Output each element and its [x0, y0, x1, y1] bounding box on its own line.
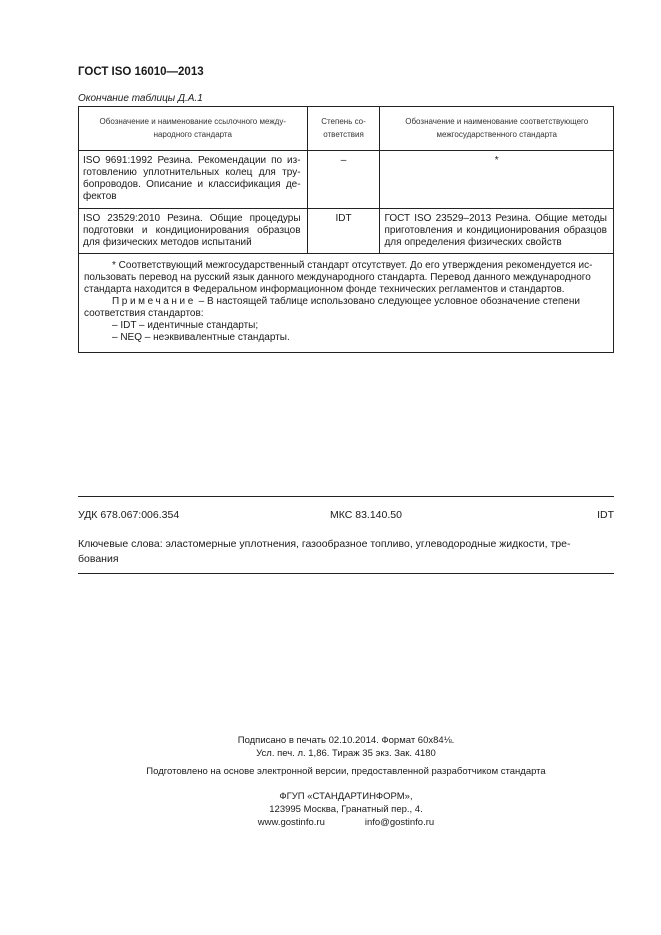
document-id: ГОСТ ISO 16010—2013: [78, 66, 204, 78]
note-line: [84, 296, 607, 308]
interstate-standard-cell: *: [380, 151, 614, 209]
keywords-line: бования: [78, 553, 119, 565]
header-ref-line1: Обозначение и наименование ссылочного между-: [99, 117, 287, 126]
degree-code: IDT: [597, 509, 614, 521]
mks-code: МКС 83.140.50: [330, 509, 402, 521]
keywords: [78, 537, 614, 567]
note-label: Примечание: [112, 296, 196, 307]
header-interstate-line2: межгосударственного стандарта: [436, 130, 557, 139]
interstate-standard-cell: ГОСТ ISO 23529–2013 Резина. Общие методы приготовления и кондиционирования образцов для определения физических свойств: [380, 209, 614, 254]
email-link[interactable]: info@gostinfo.ru: [364, 817, 435, 828]
degree-cell: –: [307, 151, 380, 209]
header-degree-line1: Степень со-: [321, 117, 366, 126]
imprint-publisher: ФГУП «СТАНДАРТИНФОРМ»,: [279, 791, 413, 802]
separator-top: [78, 496, 614, 497]
footnote-line: пользовать перевод на русский язык данного международного стандарта. Перевод данного международного: [84, 272, 591, 283]
table-footnote-row: [79, 254, 614, 353]
header-ref-standard: [79, 107, 308, 151]
table-caption: Окончание таблицы Д.А.1: [78, 93, 203, 104]
header-ref-line2: народного стандарта: [153, 130, 232, 139]
footnote-line: * Соответствующий межгосударственный стандарт отсутствует. До его утверждения рекомендуется ис-: [112, 260, 593, 271]
note-text: – В настоящей таблице использовано следующее условное обозначение степени: [195, 296, 580, 307]
separator-bottom: [78, 573, 614, 574]
imprint-address: 123995 Москва, Гранатный пер., 4.: [269, 804, 423, 815]
header-interstate-standard: [380, 107, 614, 151]
footnote-line: стандарта находится в Федеральном информационном фонде технических регламентов и стандартов.: [84, 284, 565, 295]
ref-standard-cell: ISO 9691:1992 Резина. Рекомендации по из-готовлению уплотнительных колец для тру-бопроводов. Описание и классификация де-фектов: [79, 151, 308, 209]
keywords-line: Ключевые слова: эластомерные уплотнения, газообразное топливо, углеводородные жидкости, тре-: [78, 538, 571, 550]
note-item: – NEQ – неэквивалентные стандарты.: [112, 332, 290, 343]
imprint-prepared: Подготовлено на основе электронной версии, предоставленной разработчиком стандарта: [146, 766, 546, 777]
table-footnote: [79, 254, 614, 353]
ref-standard-cell: ISO 23529:2010 Резина. Общие процедуры подготовки и кондиционирования образцов для физических методов испытаний: [79, 209, 308, 254]
table-row: [79, 209, 614, 254]
header-interstate-line1: Обозначение и наименование соответствующего: [405, 117, 589, 126]
header-degree-line2: ответствия: [323, 130, 364, 139]
degree-cell: IDT: [307, 209, 380, 254]
website-link[interactable]: www.gostinfo.ru: [257, 817, 325, 828]
reference-table: [78, 106, 614, 353]
note-item: – IDT – идентичные стандарты;: [112, 320, 259, 331]
imprint-printing: Усл. печ. л. 1,86. Тираж 35 экз. Зак. 4180: [256, 748, 436, 759]
table-header-row: [79, 107, 614, 151]
note-line: соответствия стандартов:: [84, 308, 204, 319]
imprint-contacts: [78, 816, 614, 829]
imprint-signed: Подписано в печать 02.10.2014. Формат 60x84⅛.: [237, 735, 455, 746]
table-row: [79, 151, 614, 209]
header-degree: [307, 107, 380, 151]
udk-code: УДК 678.067:006.354: [78, 509, 180, 521]
